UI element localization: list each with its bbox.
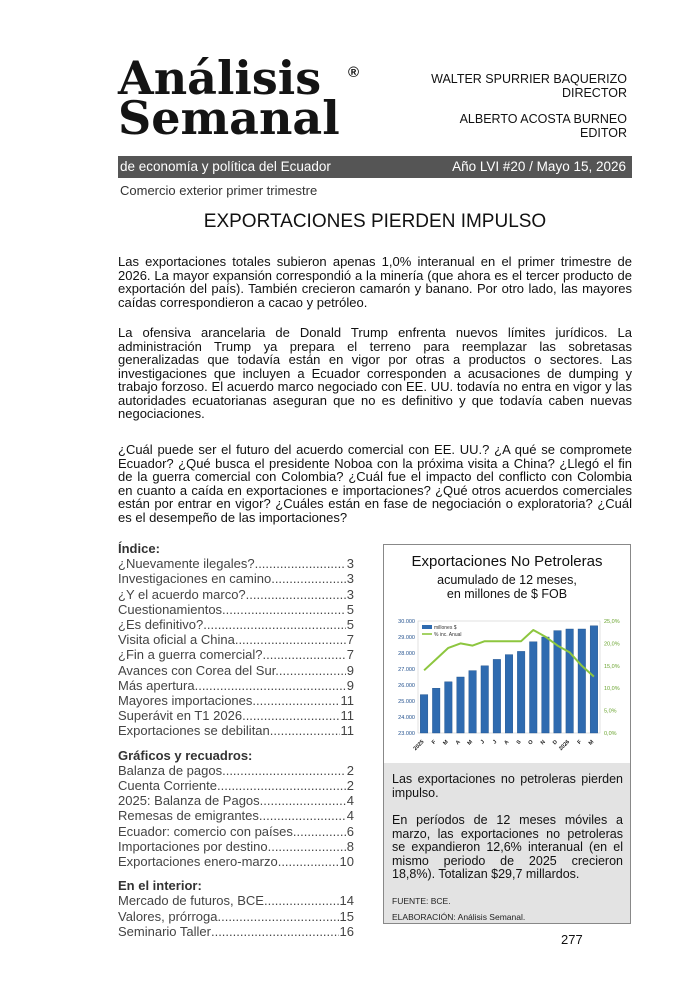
interior-item: [118, 924, 354, 939]
charts-item-page: 4: [346, 793, 354, 809]
index-item: [118, 663, 354, 678]
index-item-title: ¿Y el acuerdo marco?: [118, 586, 246, 602]
right-tick-label: 20,0%: [604, 641, 620, 648]
charts-item-page: 10: [339, 854, 354, 870]
charts-item: [118, 808, 354, 823]
leader-dots: [255, 556, 346, 571]
right-tick-label: 10,0%: [604, 686, 620, 693]
bar: [517, 651, 525, 733]
chart-subtitle-2: en millones de $ FOB: [446, 587, 568, 601]
left-tick-label: 28.000: [398, 651, 415, 657]
index-item-title: ¿Es definitivo?: [118, 617, 204, 633]
staff-credits: [431, 72, 627, 140]
index-item: [118, 602, 354, 617]
x-tick-label: A: [454, 739, 462, 747]
leader-dots: [278, 854, 339, 869]
bar: [481, 666, 489, 733]
right-tick-label: 5,0%: [604, 708, 617, 715]
left-tick-label: 29.000: [398, 635, 415, 641]
charts-item: [118, 854, 354, 869]
charts-item-title: Balanza de pagos: [118, 762, 223, 778]
charts-item-title: Exportaciones enero-marzo: [118, 854, 278, 870]
logo-line-2: Semanal: [118, 91, 340, 145]
charts-title: Gráficos y recuadros:: [118, 747, 253, 763]
exports-chart: [386, 613, 630, 761]
left-tick-label: 25.000: [398, 699, 415, 705]
chart-title: Exportaciones No Petroleras: [411, 553, 603, 570]
interior-item-page: 14: [339, 893, 354, 909]
chart-subtitle-1: acumulado de 12 meses,: [437, 573, 577, 587]
bar: [566, 629, 574, 733]
x-tick-label: J: [491, 739, 499, 746]
leader-dots: [273, 723, 339, 738]
charts-item-title: Ecuador: comercio con países: [118, 823, 293, 839]
leader-dots: [263, 647, 346, 662]
right-tick-label: 25,0%: [604, 619, 620, 625]
charts-item: [118, 839, 354, 854]
legend-label-bars: millones $: [434, 625, 457, 631]
charts-item: [118, 778, 354, 793]
index-item: [118, 587, 354, 602]
index-item-title: Mayores importaciones.: [118, 693, 256, 709]
index-item: [118, 647, 354, 662]
note-source: FUENTE: BCE.: [392, 895, 451, 906]
page-number: 277: [561, 932, 583, 947]
logo: [118, 51, 340, 145]
index-item: [118, 723, 354, 738]
index-item-page: 11: [340, 708, 354, 724]
issue-info: Año LVI #20 / Mayo 15, 2026: [452, 159, 626, 174]
tagline: de economía y política del Ecuador: [120, 159, 331, 174]
interior-item: [118, 893, 354, 908]
registered-mark: ®: [348, 64, 360, 81]
bar: [505, 655, 513, 733]
charts-item-title: Remesas de emigrantes: [118, 808, 259, 824]
index-item: [118, 708, 354, 723]
left-tick-label: 27.000: [398, 667, 415, 673]
interior-item-title: Valores, prórroga.: [118, 908, 222, 924]
leader-dots: [198, 678, 346, 693]
paragraph-3: ¿Cuál puede ser el futuro del acuerdo comercial con EE. UU.? ¿A qué se compromete Ecuador? ¿Qué busca el presidente Noboa con la próxima visita a China? ¿Llegó el fin de la guerra comercial con Colombia? ¿Cuál fue el impacto del conflicto con Colombia en cuanto a caída en exportaciones e importaciones? ¿Qué otros acuerdos comerciales están por entrar en vigor? ¿Cuáles están en fase de negociación o exploratoria? ¿Cuál es el desempeño de las importaciones?: [118, 442, 632, 525]
leader-dots: [222, 763, 346, 778]
left-tick-label: 24.000: [398, 715, 415, 721]
paragraph-2: La ofensiva arancelaria de Donald Trump enfrenta nuevos límites jurídicos. La administración Trump ya prepara el terreno para reemplazar las sobretasas generalizadas que todavía están en vigor por otras a productos o sectores. Las investigaciones que incluyen a Ecuador corresponden a acusaciones de dumping y trabajo forzoso. El acuerdo marco negociado con EE. UU. todavía no entra en vigor y las autoridades ecuatorianas aseguran que no es definitivo y que todavía caben nuevas negociaciones.: [118, 325, 632, 421]
charts-item-page: 2: [346, 762, 354, 778]
bar: [445, 682, 453, 733]
x-tick-label: A: [503, 739, 511, 747]
masthead-band: [118, 156, 632, 178]
leader-dots: [275, 571, 346, 586]
index-item-title: Exportaciones se debilitan.: [118, 723, 274, 739]
charts-item-page: 2: [346, 778, 354, 794]
headline: EXPORTACIONES PIERDEN IMPULSO: [203, 211, 547, 232]
index-item-page: 7: [346, 647, 354, 663]
director-role: DIRECTOR: [561, 86, 627, 100]
bar: [493, 659, 501, 733]
index-item-title: ¿Nuevamente ilegales?: [118, 556, 255, 572]
x-tick-label: F: [576, 739, 584, 746]
leader-dots: [268, 893, 339, 908]
interior-item-title: Mercado de futuros, BCE.: [118, 893, 268, 909]
x-tick-label: N: [539, 739, 547, 747]
chart-box: [383, 544, 631, 924]
leader-dots: [246, 708, 340, 723]
x-tick-label: J: [479, 739, 487, 746]
bar: [542, 637, 550, 733]
x-tick-label: D: [551, 739, 559, 747]
x-tick-label: 2026: [558, 739, 572, 753]
index-title: Índice:: [118, 541, 160, 556]
interior-title: En el interior:: [118, 878, 202, 894]
charts-item-title: Cuenta Corriente: [118, 778, 217, 794]
leader-dots: [211, 924, 339, 939]
x-tick-label: F: [430, 739, 438, 746]
index-item: [118, 571, 354, 586]
x-tick-label: O: [527, 739, 535, 747]
section-label: Comercio exterior primer trimestre: [120, 183, 318, 198]
bar: [590, 626, 598, 733]
index-item-page: 11: [340, 693, 354, 709]
bar: [578, 629, 586, 733]
legend-label-line: % inc. Anual: [434, 632, 462, 638]
interior-item-page: 15: [339, 908, 354, 924]
bar: [469, 671, 477, 733]
leader-dots: [246, 587, 346, 602]
leader-dots: [260, 793, 346, 808]
index-item: [118, 693, 354, 708]
left-tick-label: 26.000: [398, 683, 415, 689]
charts-item-title: 2025: Balanza de Pagos: [118, 793, 260, 809]
index-item-page: 9: [346, 662, 354, 678]
charts-item: [118, 763, 354, 778]
right-tick-label: 15,0%: [604, 663, 620, 670]
chart-note: [384, 763, 630, 923]
index-item-page: 3: [346, 556, 354, 572]
index-item-page: 3: [346, 571, 354, 587]
index-item-page: 7: [346, 632, 354, 648]
index: [118, 541, 354, 948]
bar: [420, 695, 428, 733]
editor-role: EDITOR: [580, 126, 627, 140]
index-item-page: 5: [346, 601, 354, 617]
charts-item-title: Importaciones por destino: [118, 838, 268, 854]
legend-swatch-bars: [422, 625, 432, 629]
leader-dots: [293, 824, 346, 839]
charts-item-page: 8: [346, 838, 354, 854]
x-tick-label: S: [515, 739, 523, 747]
leader-dots: [203, 617, 346, 632]
index-item: [118, 632, 354, 647]
charts-item-page: 6: [346, 823, 354, 839]
leader-dots: [238, 632, 345, 647]
interior-item-page: 16: [339, 923, 354, 939]
leader-dots: [217, 778, 346, 793]
note-1: Las exportaciones no petroleras pierden impulso.: [392, 772, 623, 800]
index-item-title: Cuestionamientos.: [118, 601, 226, 617]
note-2: En períodos de 12 meses móviles a marzo, las exportaciones no petroleras se expandieron 12,6% interanual (en el mismo periodo de 2025 crecieron 18,8%). Totalizan $29,7 millardos.: [392, 813, 623, 881]
director-name: WALTER SPURRIER BAQUERIZO: [431, 72, 627, 86]
index-item: [118, 617, 354, 632]
left-tick-label: 23.000: [398, 731, 415, 737]
interior-item-title: Seminario Taller: [118, 923, 211, 939]
note-credit: ELABORACIÓN: Análisis Semanal.: [392, 911, 526, 922]
index-item-page: 11: [340, 723, 354, 739]
index-item: [118, 678, 354, 693]
editor-name: ALBERTO ACOSTA BURNEO: [459, 112, 627, 126]
x-tick-label: M: [466, 739, 475, 747]
index-item-title: Avances con Corea del Sur.: [118, 662, 279, 678]
index-item: [118, 556, 354, 571]
index-item-page: 3: [346, 586, 354, 602]
interior-item: [118, 909, 354, 924]
x-tick-label: 2025: [412, 739, 426, 753]
leader-dots: [279, 663, 346, 678]
x-tick-label: M: [442, 739, 450, 747]
leader-dots: [226, 602, 346, 617]
leader-dots: [221, 909, 338, 924]
charts-item: [118, 793, 354, 808]
leader-dots: [268, 839, 346, 854]
index-item-title: ¿Fin a guerra comercial?: [118, 647, 263, 663]
index-item-title: Visita oficial a China.: [118, 632, 239, 648]
logo-line-1: Análisis: [118, 51, 322, 105]
charts-item: [118, 824, 354, 839]
index-item-title: Investigaciones en camino.: [118, 571, 275, 587]
bar: [457, 677, 465, 733]
paragraph-1: Las exportaciones totales subieron apenas 1,0% interanual en el primer trimestre de 2026. La mayor expansión correspondió a la minería (que ahora es el tercer producto de exportación del país). También crecieron camarón y banano. Por otro lado, las mayores caídas correspondieron a cacao y petróleo.: [118, 254, 632, 310]
leader-dots: [259, 808, 346, 823]
bar: [530, 642, 538, 733]
x-tick-label: M: [587, 739, 596, 747]
bar: [432, 688, 440, 733]
left-tick-label: 30.000: [398, 619, 415, 625]
leader-dots: [256, 693, 340, 708]
index-item-page: 5: [346, 617, 354, 633]
index-item-page: 9: [346, 677, 354, 693]
charts-item-page: 4: [346, 808, 354, 824]
index-item-title: Más apertura.: [118, 677, 199, 693]
index-item-title: Superávit en T1 2026.: [118, 708, 246, 724]
right-tick-label: 0,0%: [604, 731, 617, 737]
